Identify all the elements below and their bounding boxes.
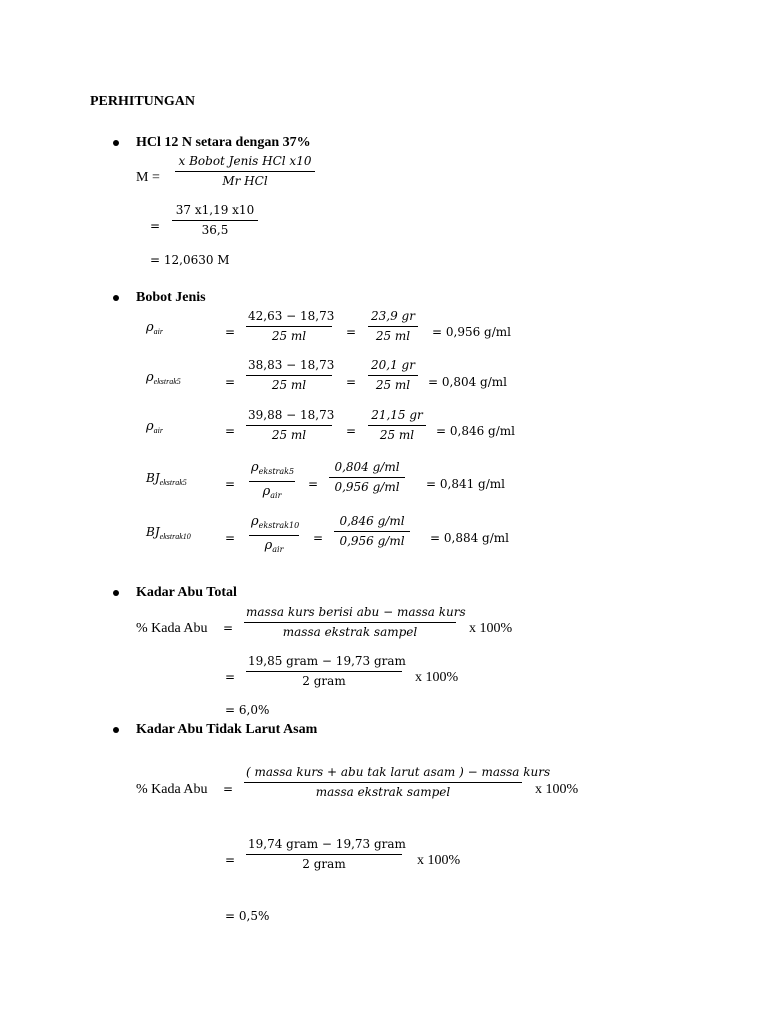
equals-sign: = — [223, 782, 234, 796]
fraction-numerator: 0,846 g/ml — [334, 514, 410, 532]
fraction-denominator: 25 ml — [271, 329, 307, 343]
equals-sign: = — [225, 670, 236, 684]
ash-content-label: % Kada Abu — [136, 782, 208, 797]
equals-sign: = — [223, 621, 234, 635]
bullet-icon — [113, 140, 119, 146]
fraction-numerator: 21,15 gr — [368, 408, 426, 426]
section-heading-abu-asam: Kadar Abu Tidak Larut Asam — [136, 722, 318, 737]
fraction-denominator: 2 gram — [302, 674, 346, 688]
specific-gravity-symbol: $BJ_{ekstrak5}$ — [146, 471, 187, 487]
equals-sign: = — [346, 424, 357, 438]
density-result: = 0,956 g/ml — [432, 325, 511, 339]
equals-sign: = — [225, 375, 236, 389]
multiplier: x 100% — [535, 782, 579, 797]
fraction-numerator: 39,88 − 18,73 — [246, 408, 332, 426]
fraction-numerator: 19,85 gram − 19,73 gram — [246, 654, 402, 672]
section-heading-abu-total: Kadar Abu Total — [136, 585, 237, 600]
fraction-ash-total-values — [246, 654, 406, 689]
density-symbol: $\rho_{air}$ — [146, 419, 163, 435]
fraction-denominator: 25 ml — [375, 378, 411, 392]
bullet-icon — [113, 590, 119, 596]
acid-insoluble-result: = 0,5% — [225, 909, 270, 923]
fraction-density — [329, 460, 405, 495]
fraction-numerator: 23,9 gr — [368, 309, 418, 327]
fraction-numerator: massa kurs berisi abu − massa kurs — [244, 605, 456, 623]
fraction-density — [246, 408, 335, 443]
fraction-denominator: 25 ml — [375, 329, 411, 343]
specific-gravity-symbol: $BJ_{ekstrak10}$ — [146, 525, 191, 541]
fraction-numerator: 37 x1,19 x10 — [172, 203, 258, 221]
molarity-label: M = — [136, 170, 160, 185]
fraction-density-ratio — [249, 514, 299, 557]
fraction-acid-insoluble-formula — [244, 765, 551, 800]
fraction-numerator: $\rho_{ekstrak10}$ — [249, 514, 299, 536]
fraction-density — [368, 309, 418, 344]
section-heading-bobot-jenis: Bobot Jenis — [136, 290, 206, 305]
equals-sign: = — [308, 477, 319, 491]
bullet-icon — [113, 727, 119, 733]
fraction-denominator: $\rho_{air}$ — [264, 538, 284, 554]
specific-gravity-result: = 0,884 g/ml — [430, 531, 509, 545]
fraction-numerator: 0,804 g/ml — [329, 460, 405, 478]
fraction-density — [368, 358, 418, 393]
fraction-numerator: 38,83 − 18,73 — [246, 358, 332, 376]
fraction-density-ratio — [249, 460, 295, 503]
fraction-denominator: Mr HCl — [222, 174, 268, 188]
equals-sign: = — [346, 375, 357, 389]
density-result: = 0,846 g/ml — [436, 424, 515, 438]
equals-sign: = — [225, 325, 236, 339]
multiplier: x 100% — [417, 853, 461, 868]
fraction-denominator: 0,956 g/ml — [339, 534, 405, 548]
equals-sign: = — [225, 853, 236, 867]
ash-total-result: = 6,0% — [225, 703, 270, 717]
fraction-density — [246, 358, 335, 393]
fraction-numerator: 19,74 gram − 19,73 gram — [246, 837, 402, 855]
equals-sign: = — [150, 219, 161, 233]
fraction-numerator: ( massa kurs + abu tak larut asam ) − massa kurs — [244, 765, 522, 783]
fraction-denominator: $\rho_{air}$ — [262, 484, 282, 500]
density-symbol: $\rho_{ekstrak5}$ — [146, 370, 181, 386]
fraction-denominator: 25 ml — [379, 428, 415, 442]
equals-sign: = — [313, 531, 324, 545]
equals-sign: = — [225, 531, 236, 545]
equals-sign: = — [346, 325, 357, 339]
fraction-ash-total-formula — [244, 605, 466, 640]
fraction-denominator: 25 ml — [271, 378, 307, 392]
fraction-numerator: 20,1 gr — [368, 358, 418, 376]
ash-content-label: % Kada Abu — [136, 621, 208, 636]
fraction-denominator: massa ekstrak sampel — [315, 785, 451, 799]
fraction-numerator: x Bobot Jenis HCl x10 — [175, 154, 315, 172]
fraction-denominator: 25 ml — [271, 428, 307, 442]
fraction-numerator: 42,63 − 18,73 — [246, 309, 332, 327]
page-title: PERHITUNGAN — [90, 94, 196, 109]
bullet-icon — [113, 295, 119, 301]
fraction-denominator: 0,956 g/ml — [334, 480, 400, 494]
fraction-density — [368, 408, 426, 443]
fraction-numerator: $\rho_{ekstrak5}$ — [249, 460, 295, 482]
equals-sign: = — [225, 424, 236, 438]
density-symbol: $\rho_{air}$ — [146, 320, 163, 336]
fraction-hcl-2 — [172, 203, 258, 238]
fraction-denominator: massa ekstrak sampel — [282, 625, 418, 639]
fraction-density — [246, 309, 335, 344]
multiplier: x 100% — [469, 621, 513, 636]
fraction-density — [334, 514, 410, 549]
multiplier: x 100% — [415, 670, 459, 685]
molarity-result: = 12,0630 M — [150, 253, 230, 267]
fraction-hcl-1 — [175, 154, 315, 189]
fraction-acid-insoluble-values — [246, 837, 406, 872]
specific-gravity-result: = 0,841 g/ml — [426, 477, 505, 491]
fraction-denominator: 2 gram — [302, 857, 346, 871]
density-result: = 0,804 g/ml — [428, 375, 507, 389]
fraction-denominator: 36,5 — [201, 223, 229, 237]
section-heading-hcl: HCl 12 N setara dengan 37% — [136, 135, 311, 150]
equals-sign: = — [225, 477, 236, 491]
